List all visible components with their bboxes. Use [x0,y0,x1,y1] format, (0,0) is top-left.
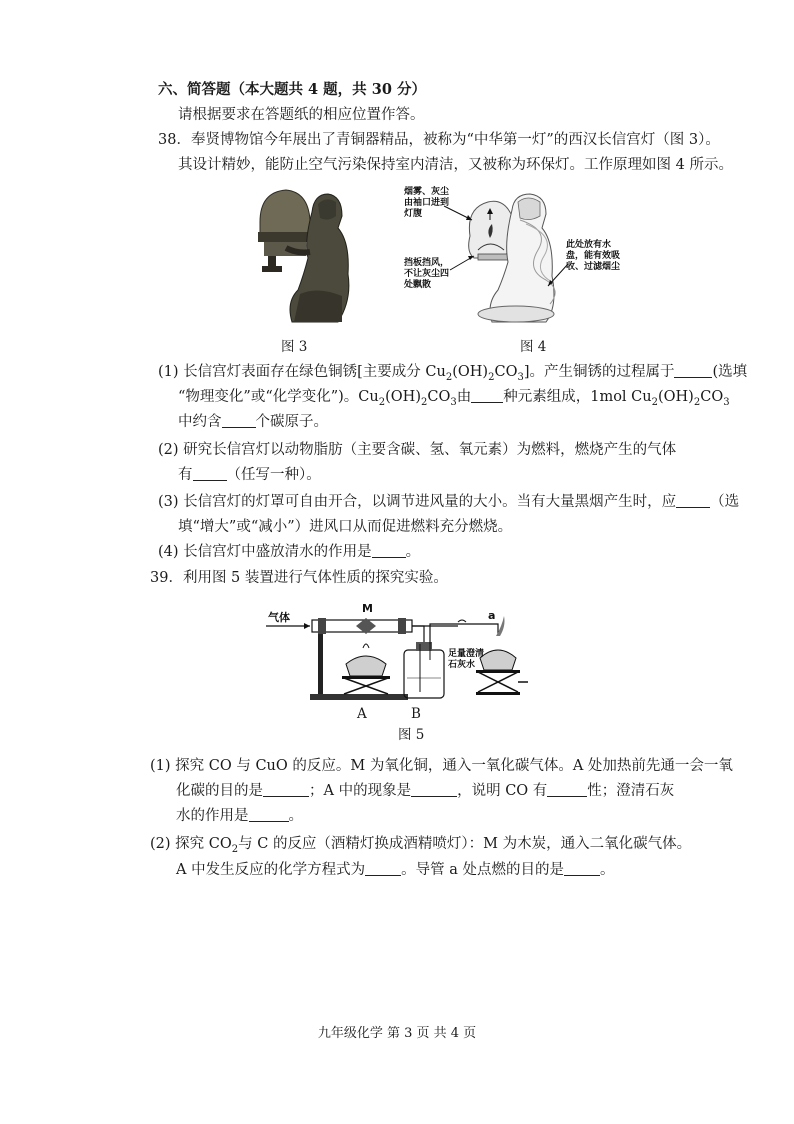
label-line: 收、过滤烟尘 [566,262,621,272]
label-line: 由袖口进到 [404,198,450,208]
figure-4-label-smoke [404,187,449,220]
q38-line1: 38．奉贤博物馆今年展出了青铜器精品，被称为“中华第一灯”的西汉长信宫灯（图 3）。 [158,132,720,148]
label-line: 此处放有水 [566,240,612,250]
figure-5-gas-label: 气体 [268,611,290,624]
text: (1) 长信宫灯表面存在绿色铜锈[主要成分 Cu [158,364,446,380]
text: 。 [599,862,615,878]
figure-3-lamp-image [238,182,358,332]
text: (2) 探究 CO [150,836,232,852]
q38-line2: 其设计精妙，能防止空气污染保持室内清洁，又被称为环保灯。工作原理如图 4 所示。 [178,157,733,173]
subscript: 3 [450,396,457,408]
answer-blank[interactable] [193,466,227,481]
text: A 中发生反应的化学方程式为 [176,862,366,878]
text: 。 [288,808,303,824]
text: ]。产生铜锈的过程属于 [523,364,675,380]
subscript: 2 [693,396,701,408]
text: 水的作用是 [176,808,249,824]
subscript: 3 [723,396,730,408]
section-instruction: 请根据要求在答题纸的相应位置作答。 [178,107,425,123]
label-line: 挡板挡风， [404,258,450,268]
section-title: 六、简答题（本大题共 4 题，共 30 分） [158,81,426,98]
subscript: 2 [378,396,386,408]
figure-5-label-b: B [411,706,421,722]
q38-part3-line2: 填“增大”或“减小”）进风口从而促进燃料充分燃烧。 [178,519,513,535]
answer-blank[interactable] [372,543,406,558]
label-line: 处飘散 [404,280,432,290]
figure-5-label-a: A [357,706,367,722]
label-line: 盘，能有效吸 [566,251,621,261]
answer-blank[interactable] [222,413,256,428]
figure-4-label-baffle [404,258,449,291]
q38-part1-line3 [178,413,328,431]
text: CO [427,389,451,405]
figure-5-a-label: a [488,609,496,622]
text: “物理变化”或“化学变化”)。Cu [178,389,379,405]
text: 性；澄清石灰 [587,783,675,799]
text: (3) 长信宫灯的灯罩可自由开合，以调节进风量的大小。当有大量黑烟产生时，应 [158,494,677,510]
text: 个碳原子。 [255,414,328,430]
answer-blank[interactable] [365,861,401,876]
answer-blank[interactable] [471,388,503,403]
text: (OH) [452,364,489,380]
q39-stem: 39．利用图 5 装置进行气体性质的探究实验。 [150,570,448,586]
label-line: 石灰水 [448,660,476,670]
answer-blank[interactable] [249,807,289,822]
figure-4-label-water [566,240,620,273]
q39-part1-line1: (1) 探究 CO 与 CuO 的反应。M 为氧化铜，通入一氧化碳气体。A 处加热前先通一会一氧 [150,758,733,774]
q38-part4 [158,543,420,561]
text: (选填 [712,364,748,380]
subscript: 2 [488,371,495,383]
text: 。导管 a 处点燃的目的是 [401,862,564,878]
text: （选 [710,494,740,510]
page-footer: 九年级化学 第 3 页 共 4 页 [317,1026,477,1041]
q38-part2-line1: (2) 研究长信宫灯以动物脂肪（主要含碳、氢、氧元素）为燃料，燃烧产生的气体 [158,442,677,458]
answer-blank[interactable] [564,861,600,876]
text: 与 C 的反应（酒精灯换成酒精喷灯）：M 为木炭，通入二氧化碳气体。 [238,836,692,852]
figure-5-m-label: M [362,602,373,615]
figure-5-caption: 图 5 [398,727,425,743]
q38-part1-line1 [158,363,747,381]
subscript: 2 [420,396,428,408]
text: ；A 中的现象是 [309,783,412,799]
figure-4-caption: 图 4 [520,339,547,355]
answer-blank[interactable] [676,493,710,508]
q39-part2-line2 [176,861,614,879]
text: (OH) [385,389,421,405]
text: (OH) [657,389,694,405]
text: ，说明 CO 有 [457,783,548,799]
label-line: 不让灰尘四 [404,269,450,279]
text: 有 [178,467,193,483]
text: 。 [405,544,421,560]
subscript: 2 [231,843,239,855]
q38-part2-line2 [178,466,321,484]
figure-5-limewater-label [448,649,484,671]
text: 化碳的目的是 [176,783,263,799]
text: (4) 长信宫灯中盛放清水的作用是 [158,544,372,560]
answer-blank[interactable] [674,363,712,378]
text: 由 [456,389,472,405]
label-line: 灯腹 [404,209,423,219]
q39-part1-line2 [176,782,674,800]
subscript: 2 [445,371,453,383]
q38-part1-line2 [178,388,730,406]
text: CO [494,364,518,380]
q38-part3-line1 [158,493,739,511]
text: （任写一种）。 [226,467,321,483]
answer-blank[interactable] [547,782,587,797]
subscript: 2 [651,396,658,408]
answer-blank[interactable] [411,782,457,797]
label-line: 足量澄清 [448,649,485,659]
label-line: 烟雾、灰尘 [404,187,450,197]
answer-blank[interactable] [263,782,309,797]
q39-part1-line3 [176,807,303,825]
subscript: 3 [517,371,524,383]
figure-3-caption: 图 3 [281,339,308,355]
text: 中约含 [178,414,222,430]
text: CO [700,389,724,405]
text: 种元素组成，1mol Cu [503,389,652,405]
q39-part2-line1 [150,835,691,853]
